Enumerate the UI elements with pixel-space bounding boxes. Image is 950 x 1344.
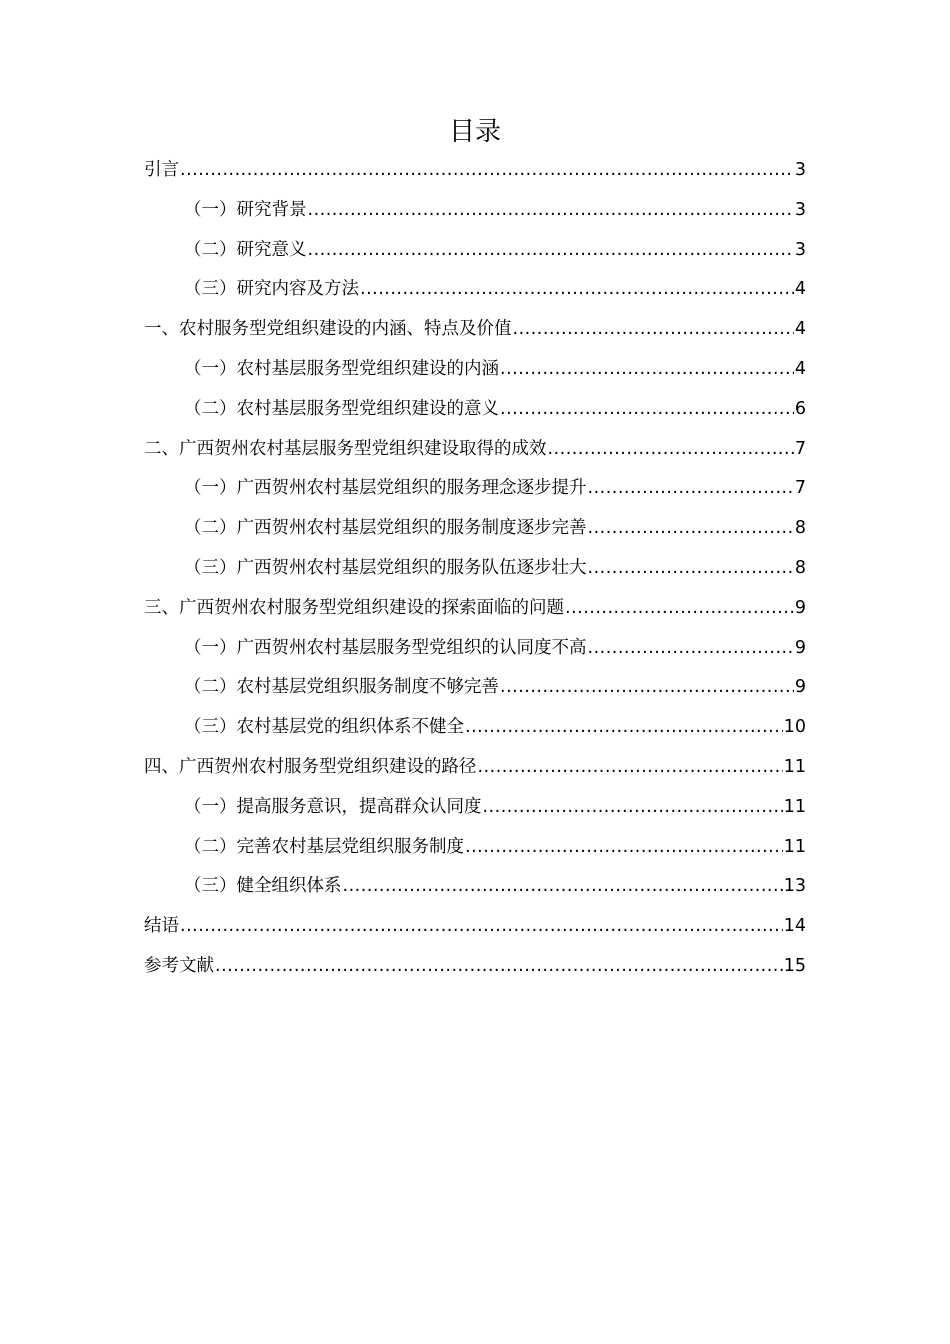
toc-entry-text: （三）农村基层党的组织体系不健全 xyxy=(184,717,464,738)
toc-entry-text: （二）农村基层党组织服务制度不够完善 xyxy=(184,677,499,698)
toc-entry[interactable] xyxy=(144,310,806,350)
toc-entry[interactable] xyxy=(144,947,806,987)
toc-entry-text: （一）广西贺州农村基层党组织的服务理念逐步提升 xyxy=(184,478,587,499)
toc-page-number: 14 xyxy=(783,916,806,937)
toc-entry[interactable] xyxy=(144,629,806,669)
toc-entry-text: （一）广西贺州农村基层服务型党组织的认同度不高 xyxy=(184,637,587,658)
toc-dot-leader xyxy=(588,549,794,589)
toc-page-number: 3 xyxy=(794,160,806,180)
toc-entry-text: （三）健全组织体系 xyxy=(184,876,342,897)
toc-entry-text: 三、广西贺州农村服务型党组织建设的探索面临的问题 xyxy=(144,597,564,618)
toc-dot-leader xyxy=(180,151,794,191)
toc-page-number: 4 xyxy=(794,358,806,379)
toc-page-number: 7 xyxy=(794,478,806,499)
toc-entry[interactable] xyxy=(144,231,806,271)
toc-entry[interactable] xyxy=(144,589,806,629)
toc-dot-leader xyxy=(360,270,794,310)
toc-page-number: 8 xyxy=(794,557,806,578)
toc-entry-text: （二）完善农村基层党组织服务制度 xyxy=(184,836,464,857)
toc-dot-leader xyxy=(500,390,794,430)
toc-entry-text: 一、农村服务型党组织建设的内涵、特点及价值 xyxy=(144,319,512,340)
toc-entry-text: 二、广西贺州农村基层服务型党组织建设取得的成效 xyxy=(144,438,547,459)
toc-title: 目录 xyxy=(448,117,501,147)
toc-entry[interactable] xyxy=(144,469,806,509)
toc-entry-text: （二）农村基层服务型党组织建设的意义 xyxy=(184,398,499,419)
toc-entry[interactable] xyxy=(144,668,806,708)
toc-page-number: 11 xyxy=(783,756,806,777)
toc-dot-leader xyxy=(565,589,794,629)
toc-page-number: 10 xyxy=(783,717,806,738)
toc-list xyxy=(144,151,806,987)
toc-entry[interactable] xyxy=(144,430,806,470)
toc-dot-leader xyxy=(588,629,794,669)
toc-entry[interactable] xyxy=(144,350,806,390)
toc-dot-leader xyxy=(588,469,794,509)
toc-entry[interactable] xyxy=(144,549,806,589)
toc-page-number: 9 xyxy=(794,597,806,618)
toc-page-number: 13 xyxy=(783,876,806,897)
toc-entry-text: （一）提高服务意识，提高群众认同度 xyxy=(184,796,482,817)
toc-dot-leader xyxy=(548,430,794,470)
toc-page-number: 6 xyxy=(794,398,806,419)
toc-dot-leader xyxy=(500,350,794,390)
toc-entry[interactable] xyxy=(144,708,806,748)
toc-entry-text: （一）农村基层服务型党组织建设的内涵 xyxy=(184,358,499,379)
toc-entry-text: （二）广西贺州农村基层党组织的服务制度逐步完善 xyxy=(184,518,587,539)
toc-entry[interactable] xyxy=(144,509,806,549)
toc-dot-leader xyxy=(500,668,794,708)
toc-entry-text: （三）广西贺州农村基层党组织的服务队伍逐步壮大 xyxy=(184,557,587,578)
toc-page-number: 9 xyxy=(794,677,806,698)
toc-page-number: 4 xyxy=(794,319,806,340)
toc-entry[interactable] xyxy=(144,867,806,907)
toc-entry[interactable] xyxy=(144,788,806,828)
toc-dot-leader xyxy=(588,509,794,549)
toc-entry-text: （二）研究意义 xyxy=(184,239,307,260)
toc-dot-leader xyxy=(308,231,794,271)
toc-page-number: 3 xyxy=(794,199,806,220)
toc-dot-leader xyxy=(215,947,783,987)
toc-dot-leader xyxy=(513,310,794,350)
toc-dot-leader xyxy=(308,191,794,231)
toc-page-number: 11 xyxy=(783,796,806,817)
toc-entry-text: （三）研究内容及方法 xyxy=(184,279,359,300)
toc-page-number: 4 xyxy=(794,279,806,300)
toc-entry[interactable] xyxy=(144,390,806,430)
toc-page-number: 11 xyxy=(783,836,806,857)
toc-page-number: 15 xyxy=(783,955,806,976)
toc-dot-leader xyxy=(180,907,783,947)
toc-dot-leader xyxy=(465,708,783,748)
toc-entry-text: 参考文献 xyxy=(144,955,214,976)
toc-entry[interactable] xyxy=(144,270,806,310)
toc-entry-text: 四、广西贺州农村服务型党组织建设的路径 xyxy=(144,756,477,777)
toc-entry[interactable] xyxy=(144,907,806,947)
toc-page-number: 3 xyxy=(794,239,806,260)
toc-entry[interactable] xyxy=(144,828,806,868)
toc-entry[interactable] xyxy=(144,748,806,788)
toc-dot-leader xyxy=(343,867,783,907)
toc-page-number: 8 xyxy=(794,518,806,539)
toc-dot-leader xyxy=(483,788,783,828)
toc-entry-text: （一）研究背景 xyxy=(184,199,307,220)
toc-dot-leader xyxy=(465,828,783,868)
toc-page-number: 7 xyxy=(794,438,806,459)
toc-page-number: 9 xyxy=(794,637,806,658)
toc-entry-text: 结语 xyxy=(144,916,179,937)
toc-entry-text: 引言 xyxy=(144,160,179,180)
toc-entry[interactable] xyxy=(144,191,806,231)
toc-dot-leader xyxy=(478,748,783,788)
toc-entry[interactable] xyxy=(144,151,806,191)
